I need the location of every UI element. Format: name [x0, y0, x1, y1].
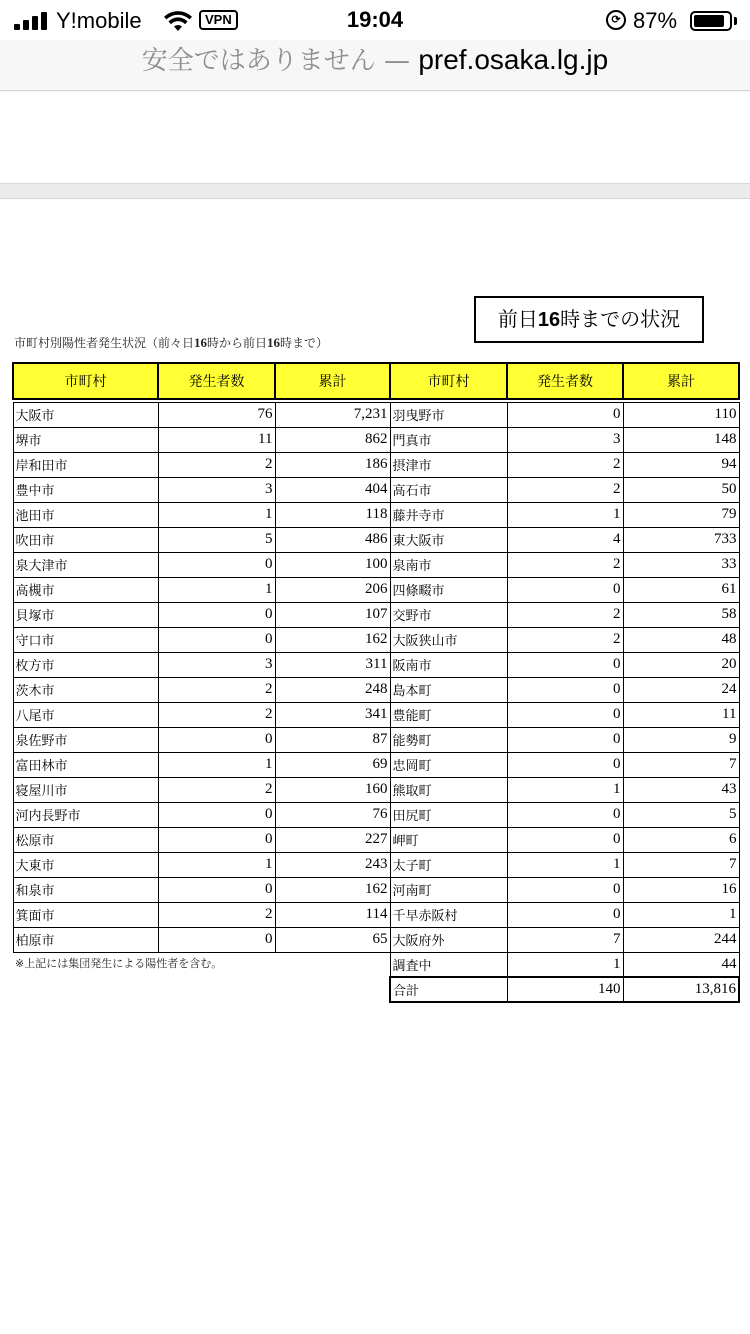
new-cases-value: 76 — [158, 402, 275, 427]
new-cases-value: 2 — [507, 452, 623, 477]
caption-text-3: 時まで） — [280, 336, 329, 350]
table-row — [13, 827, 739, 852]
caption-hour-1: 16 — [194, 335, 208, 350]
new-cases-value: 0 — [158, 602, 275, 627]
municipality-name: 茨木市 — [13, 677, 158, 702]
municipality-name: 大阪府外 — [390, 927, 507, 952]
cumulative-value: 110 — [623, 402, 739, 427]
header-cumulative: 累計 — [275, 363, 390, 399]
table-row — [13, 527, 739, 552]
total-row — [13, 977, 739, 1002]
municipality-name: 貝塚市 — [13, 602, 158, 627]
table-row — [13, 927, 739, 952]
new-cases-value: 0 — [507, 727, 623, 752]
new-cases-value: 0 — [158, 727, 275, 752]
total-label: 合計 — [390, 977, 507, 1002]
cumulative-value: 43 — [623, 777, 739, 802]
cumulative-value: 162 — [275, 627, 390, 652]
table-row — [13, 752, 739, 777]
cumulative-value: 148 — [623, 427, 739, 452]
new-cases-value: 2 — [158, 452, 275, 477]
new-cases-value: 11 — [158, 427, 275, 452]
municipality-name: 岬町 — [390, 827, 507, 852]
cumulative-value: 341 — [275, 702, 390, 727]
municipality-name: 枚方市 — [13, 652, 158, 677]
new-cases-value: 0 — [507, 827, 623, 852]
table-row — [13, 627, 739, 652]
new-cases-value: 7 — [507, 927, 623, 952]
new-cases-value: 1 — [158, 752, 275, 777]
municipality-name: 藤井寺市 — [390, 502, 507, 527]
municipality-name: 羽曳野市 — [390, 402, 507, 427]
cumulative-value: 244 — [623, 927, 739, 952]
page-section-divider — [0, 183, 750, 199]
cumulative-value: 311 — [275, 652, 390, 677]
cumulative-value: 6 — [623, 827, 739, 852]
cumulative-value: 58 — [623, 602, 739, 627]
table-row — [13, 552, 739, 577]
municipality-name: 東大阪市 — [390, 527, 507, 552]
cumulative-value: 7 — [623, 852, 739, 877]
municipality-name: 千早赤阪村 — [390, 902, 507, 927]
cumulative-value: 65 — [275, 927, 390, 952]
new-cases-value: 1 — [158, 502, 275, 527]
new-cases-value: 0 — [158, 552, 275, 577]
new-cases-value: 2 — [158, 702, 275, 727]
url-domain: pref.osaka.lg.jp — [418, 44, 609, 75]
municipality-name: 寝屋川市 — [13, 777, 158, 802]
municipality-name: 松原市 — [13, 827, 158, 852]
new-cases-value: 2 — [158, 677, 275, 702]
new-cases-value: 0 — [507, 902, 623, 927]
municipality-name: 四條畷市 — [390, 577, 507, 602]
investigating-new-value: 1 — [507, 952, 623, 977]
notice-prefix: 前日 — [497, 307, 538, 331]
cumulative-value: 114 — [275, 902, 390, 927]
table-row — [13, 577, 739, 602]
new-cases-value: 2 — [507, 552, 623, 577]
table-row — [13, 877, 739, 902]
status-as-of-box — [474, 296, 704, 343]
table-row — [13, 452, 739, 477]
cumulative-value: 5 — [623, 802, 739, 827]
cumulative-value: 206 — [275, 577, 390, 602]
header-new-cases: 発生者数 — [507, 363, 623, 399]
municipality-name: 交野市 — [390, 602, 507, 627]
battery-tip — [734, 17, 737, 25]
total-new-value: 140 — [507, 977, 623, 1002]
cumulative-value: 7,231 — [275, 402, 390, 427]
table-row — [13, 677, 739, 702]
new-cases-value: 1 — [507, 852, 623, 877]
new-cases-value: 0 — [158, 827, 275, 852]
cumulative-value: 227 — [275, 827, 390, 852]
new-cases-value: 2 — [507, 627, 623, 652]
table-caption — [14, 334, 328, 351]
municipality-name: 吹田市 — [13, 527, 158, 552]
cumulative-value: 243 — [275, 852, 390, 877]
municipality-name: 河南町 — [390, 877, 507, 902]
cumulative-value: 16 — [623, 877, 739, 902]
new-cases-value: 2 — [507, 602, 623, 627]
table-row — [13, 477, 739, 502]
municipality-name: 大阪市 — [13, 402, 158, 427]
municipality-name: 豊能町 — [390, 702, 507, 727]
municipality-name: 八尾市 — [13, 702, 158, 727]
new-cases-value: 5 — [158, 527, 275, 552]
new-cases-value: 0 — [158, 927, 275, 952]
vpn-badge: VPN — [199, 10, 238, 30]
municipality-name: 泉大津市 — [13, 552, 158, 577]
carrier-name: Y!mobile — [56, 8, 142, 33]
new-cases-value: 0 — [507, 402, 623, 427]
cumulative-value: 48 — [623, 627, 739, 652]
municipality-name: 堺市 — [13, 427, 158, 452]
total-row-spacer — [13, 977, 390, 1002]
municipality-name: 大東市 — [13, 852, 158, 877]
municipality-name: 箕面市 — [13, 902, 158, 927]
footnote: ※上記には集団発生による陽性者を含む。 — [15, 956, 223, 970]
cumulative-value: 69 — [275, 752, 390, 777]
new-cases-value: 3 — [158, 652, 275, 677]
municipality-name: 河内長野市 — [13, 802, 158, 827]
header-municipality: 市町村 — [390, 363, 507, 399]
table-row — [13, 702, 739, 727]
orientation-lock-icon: ⟳ — [606, 10, 626, 30]
new-cases-value: 0 — [507, 677, 623, 702]
cumulative-value: 486 — [275, 527, 390, 552]
battery-percent: 87% — [633, 8, 678, 33]
cumulative-value: 9 — [623, 727, 739, 752]
not-secure-warning: 安全ではありません — — [141, 46, 419, 76]
municipality-name: 池田市 — [13, 502, 158, 527]
status-bar — [0, 0, 750, 40]
investigating-total-value: 44 — [623, 952, 739, 977]
new-cases-value: 4 — [507, 527, 623, 552]
new-cases-value: 0 — [158, 627, 275, 652]
wifi-icon — [163, 10, 193, 32]
positive-cases-table — [12, 362, 740, 1003]
municipality-name: 大阪狭山市 — [390, 627, 507, 652]
url-bar-divider — [0, 90, 750, 91]
new-cases-value: 1 — [507, 777, 623, 802]
cumulative-value: 186 — [275, 452, 390, 477]
cumulative-value: 50 — [623, 477, 739, 502]
cumulative-value: 404 — [275, 477, 390, 502]
municipality-name: 泉佐野市 — [13, 727, 158, 752]
municipality-name: 和泉市 — [13, 877, 158, 902]
table-row — [13, 652, 739, 677]
municipality-name: 守口市 — [13, 627, 158, 652]
caption-text-2: 時から前日 — [207, 336, 268, 350]
cumulative-value: 862 — [275, 427, 390, 452]
cumulative-value: 20 — [623, 652, 739, 677]
municipality-name: 門真市 — [390, 427, 507, 452]
municipality-name: 熊取町 — [390, 777, 507, 802]
clock: 19:04 — [346, 7, 404, 32]
cumulative-value: 1 — [623, 902, 739, 927]
cumulative-value: 162 — [275, 877, 390, 902]
municipality-name: 摂津市 — [390, 452, 507, 477]
battery-level — [694, 15, 724, 27]
new-cases-value: 1 — [158, 852, 275, 877]
new-cases-value: 0 — [158, 877, 275, 902]
table-row — [13, 777, 739, 802]
table-row — [13, 852, 739, 877]
caption-hour-2: 16 — [267, 335, 281, 350]
municipality-name: 島本町 — [390, 677, 507, 702]
table-row — [13, 602, 739, 627]
new-cases-value: 1 — [158, 577, 275, 602]
municipality-name: 田尻町 — [390, 802, 507, 827]
cumulative-value: 79 — [623, 502, 739, 527]
cumulative-value: 248 — [275, 677, 390, 702]
cumulative-value: 7 — [623, 752, 739, 777]
header-new-cases: 発生者数 — [158, 363, 275, 399]
municipality-name: 太子町 — [390, 852, 507, 877]
cumulative-value: 87 — [275, 727, 390, 752]
new-cases-value: 0 — [507, 752, 623, 777]
cumulative-value: 118 — [275, 502, 390, 527]
municipality-name: 高石市 — [390, 477, 507, 502]
table-row — [13, 802, 739, 827]
header-municipality: 市町村 — [13, 363, 158, 399]
header-cumulative: 累計 — [623, 363, 739, 399]
table-row — [13, 902, 739, 927]
cumulative-value: 160 — [275, 777, 390, 802]
new-cases-value: 3 — [158, 477, 275, 502]
table-row — [13, 427, 739, 452]
municipality-name: 岸和田市 — [13, 452, 158, 477]
notice-suffix: 時までの状況 — [560, 307, 681, 331]
total-cumulative-value: 13,816 — [623, 977, 739, 1002]
table-header-row — [13, 363, 739, 399]
municipality-name: 忠岡町 — [390, 752, 507, 777]
table-row — [13, 402, 739, 427]
cumulative-value: 24 — [623, 677, 739, 702]
new-cases-value: 1 — [507, 502, 623, 527]
municipality-name: 能勢町 — [390, 727, 507, 752]
investigating-row — [13, 952, 739, 977]
url-bar[interactable] — [0, 40, 750, 92]
new-cases-value: 0 — [507, 577, 623, 602]
cumulative-value: 94 — [623, 452, 739, 477]
new-cases-value: 0 — [507, 802, 623, 827]
cellular-signal-icon — [14, 12, 48, 30]
new-cases-value: 2 — [507, 477, 623, 502]
new-cases-value: 2 — [158, 777, 275, 802]
battery-icon — [690, 11, 732, 31]
municipality-name: 阪南市 — [390, 652, 507, 677]
new-cases-value: 0 — [507, 652, 623, 677]
new-cases-value: 2 — [158, 902, 275, 927]
cumulative-value: 33 — [623, 552, 739, 577]
investigating-label: 調査中 — [390, 952, 507, 977]
municipality-name: 富田林市 — [13, 752, 158, 777]
new-cases-value: 0 — [158, 802, 275, 827]
new-cases-value: 0 — [507, 877, 623, 902]
cumulative-value: 107 — [275, 602, 390, 627]
table-row — [13, 502, 739, 527]
table-row — [13, 727, 739, 752]
new-cases-value: 0 — [507, 702, 623, 727]
cumulative-value: 61 — [623, 577, 739, 602]
notice-hour: 16 — [537, 309, 561, 331]
new-cases-value: 3 — [507, 427, 623, 452]
municipality-name: 豊中市 — [13, 477, 158, 502]
municipality-name: 泉南市 — [390, 552, 507, 577]
municipality-name: 柏原市 — [13, 927, 158, 952]
caption-text-1: 市町村別陽性者発生状況（前々日 — [14, 336, 195, 350]
cumulative-value: 11 — [623, 702, 739, 727]
cumulative-value: 733 — [623, 527, 739, 552]
municipality-name: 高槻市 — [13, 577, 158, 602]
cumulative-value: 76 — [275, 802, 390, 827]
cumulative-value: 100 — [275, 552, 390, 577]
